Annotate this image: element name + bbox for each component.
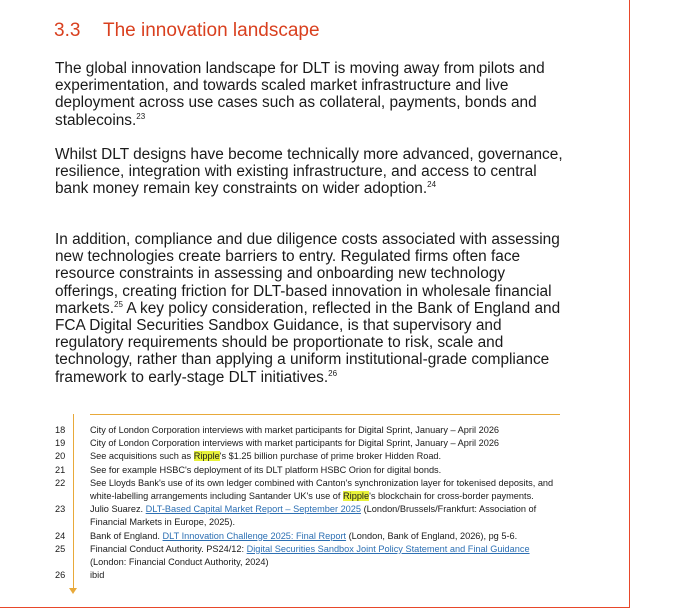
footnote-18 xyxy=(0,424,600,437)
footnote-number: 20 xyxy=(55,451,66,462)
footnote-24 xyxy=(0,530,600,543)
footnote-number: 22 xyxy=(55,477,66,488)
highlighted-term: Ripple xyxy=(193,451,220,462)
section-heading xyxy=(54,20,320,42)
footnote-number: 25 xyxy=(55,543,66,554)
footnote-text-pre: See Lloyds Bank's use of its own ledger combined with Canton's synchronization layer for tokenised deposits, and white-labelling arrangements including Santander UK's use of xyxy=(90,477,554,502)
footnote-ref-24[interactable]: 24 xyxy=(427,180,437,190)
footnote-number: 26 xyxy=(55,570,66,581)
footnote-text-post: (London/Brussels/Frankfurt: Association of Financial Markets in Europe, 2025). xyxy=(90,504,537,528)
page-border-right xyxy=(629,0,630,608)
highlighted-term: Ripple xyxy=(343,491,370,502)
section-number: 3.3 xyxy=(54,20,81,41)
paragraph-1 xyxy=(55,60,565,129)
paragraph-1-text: The global innovation landscape for DLT is moving away from pilots and experimentation, and towards scaled market infrastructure and live deployment across use cases such as collateral, payments, bonds and stablecoins. xyxy=(55,60,545,129)
footnote-19 xyxy=(0,437,600,450)
footnote-26 xyxy=(0,569,600,582)
fca-guidance-link[interactable]: Digital Securities Sandbox Joint Policy Statement and Final Guidance xyxy=(246,543,530,554)
paragraph-3-text-a: In addition, compliance and due diligence costs associated with assessing new technologies create barriers to entry. Regulated firms often face resource constraints in assessing and onboarding new technology offerings, creating friction for DLT-based innovation in wholesale financial markets. xyxy=(55,231,560,317)
footnote-number: 19 xyxy=(55,438,66,449)
footnote-text-pre: Financial Conduct Authority. PS24/12: xyxy=(90,543,247,554)
page-border-bottom xyxy=(0,607,630,608)
footnote-text xyxy=(90,530,565,543)
footnote-number: 21 xyxy=(55,464,66,475)
footnote-text: City of London Corporation interviews with market participants for Digital Sprint, January – April 2026 xyxy=(90,425,500,435)
footnote-text xyxy=(90,543,565,569)
footnote-ref-26[interactable]: 26 xyxy=(328,368,338,378)
footnote-text xyxy=(90,503,565,529)
footnote-text: See for example HSBC's deployment of its DLT platform HSBC Orion for digital bonds. xyxy=(90,464,442,475)
footnote-text-post: 's blockchain for cross-border payments. xyxy=(369,491,534,502)
footnote-text-post: 's $1.25 billion purchase of prime broker Hidden Road. xyxy=(219,451,442,462)
footnote-20 xyxy=(0,450,600,463)
footnote-22 xyxy=(0,477,600,503)
footnotes xyxy=(0,424,600,582)
footnote-rule xyxy=(90,414,560,415)
footnote-21 xyxy=(0,464,600,477)
footnote-25 xyxy=(0,543,600,569)
boe-report-link[interactable]: DLT Innovation Challenge 2025: Final Report xyxy=(162,530,347,541)
footnote-text xyxy=(90,450,565,463)
paragraph-2 xyxy=(55,146,565,198)
arrow-down-icon xyxy=(69,588,77,594)
footnote-number: 23 xyxy=(55,504,66,515)
afme-report-link[interactable]: DLT-Based Capital Market Report – September 2025 xyxy=(145,504,362,515)
footnote-text-pre: Bank of England. xyxy=(90,530,163,541)
paragraph-3 xyxy=(55,231,565,386)
footnote-number: 18 xyxy=(55,425,66,435)
footnote-ref-23[interactable]: 23 xyxy=(136,111,146,121)
footnote-ref-25[interactable]: 25 xyxy=(114,299,123,309)
footnote-text: ibid xyxy=(90,570,105,581)
section-title: The innovation landscape xyxy=(103,20,320,41)
footnote-text-post: (London, Bank of England, 2026), pg 5-6. xyxy=(346,530,518,541)
footnote-number: 24 xyxy=(55,530,66,541)
paragraph-2-text: Whilst DLT designs have become technically more advanced, governance, resilience, integration with existing infrastructure, and access to central bank money remain key constraints on wider adoption. xyxy=(55,146,563,198)
footnote-text-post: (London: Financial Conduct Authority, 2024) xyxy=(90,557,269,568)
footnote-text: City of London Corporation interviews with market participants for Digital Sprint, January – April 2026 xyxy=(90,438,500,449)
footnote-text xyxy=(90,477,565,503)
footnote-text-pre: Julio Suarez. xyxy=(90,504,146,515)
paragraph-3-text-b: A key policy consideration, reflected in the Bank of England and FCA Digital Securities Sandbox Guidance, is that supervisory and regulatory requirements should be proportionate to risk, scale and technology, rather than applying a uniform institutional-grade compliance framework to early-stage DLT initiatives. xyxy=(55,299,561,386)
footnote-text-pre: See acquisitions such as xyxy=(90,451,194,462)
footnote-23 xyxy=(0,503,600,529)
